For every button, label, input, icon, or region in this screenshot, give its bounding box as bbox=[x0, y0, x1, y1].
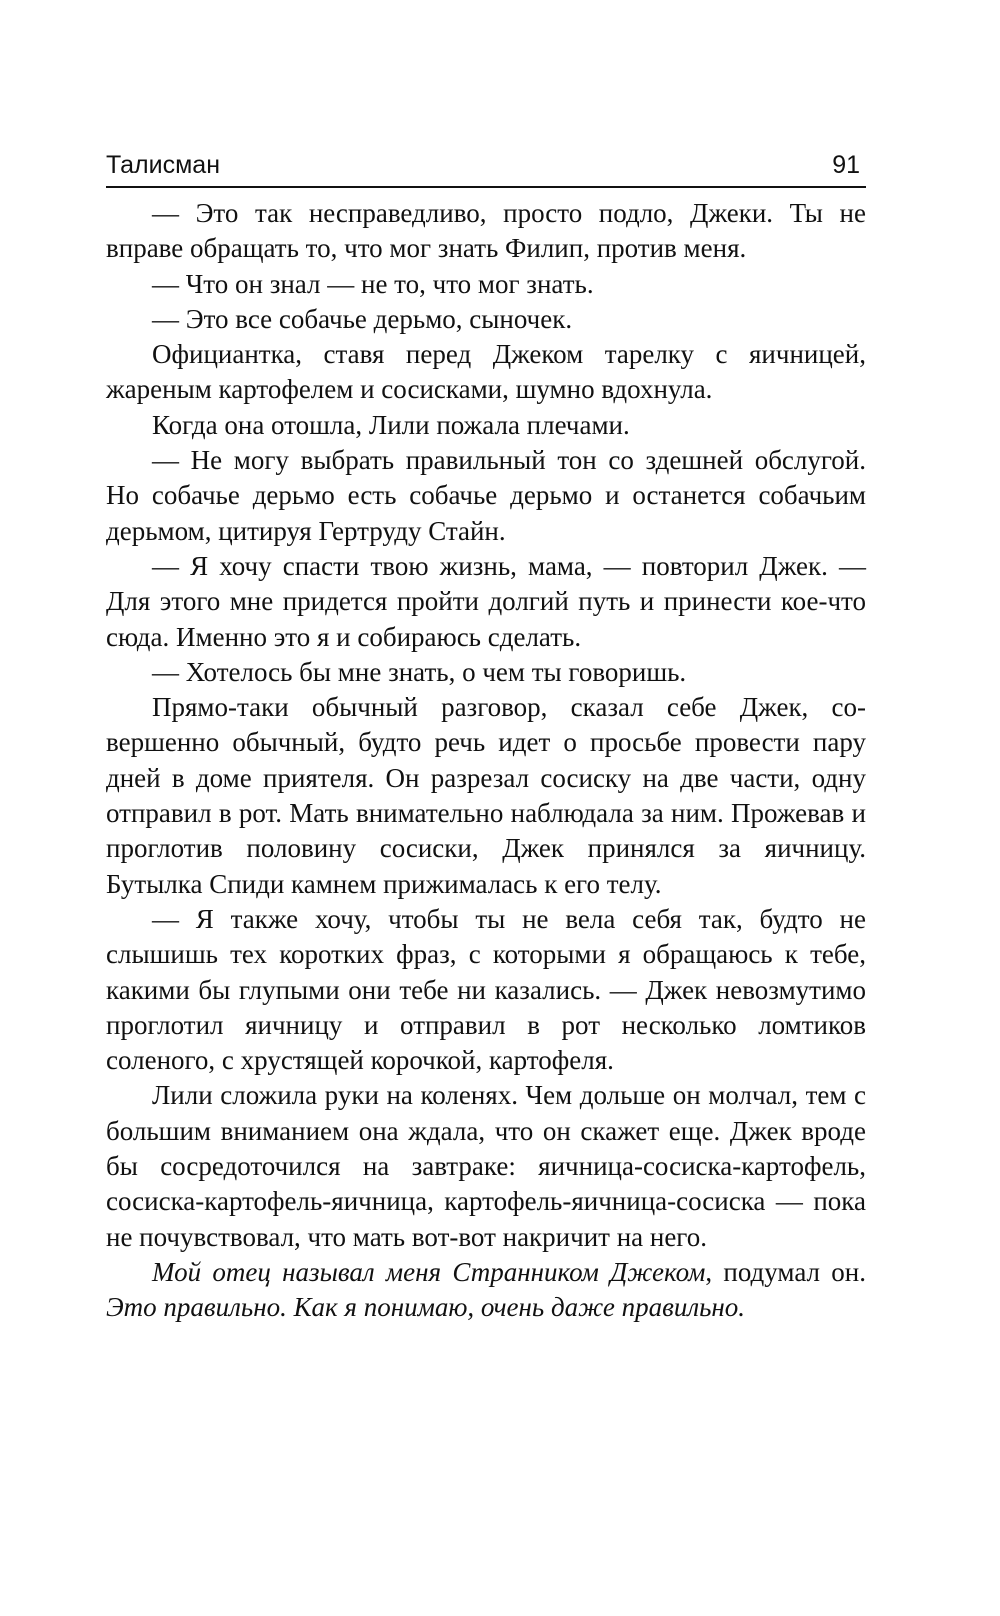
paragraph-final bbox=[106, 1255, 866, 1326]
book-title: Талисман bbox=[106, 151, 221, 179]
page-number: 91 bbox=[832, 151, 860, 179]
paragraph: Лили сложила руки на коленях. Чем дольше он молчал, тем с большим вниманием она ждала, что он скажет еще. Джек вроде бы сосредоточился на завтраке: яичница-сосиска-картофель, сосиска-картофель-яичница, картофель-яичница-сосиска — пока не почувствовал, что мать вот-вот накричит на него. bbox=[106, 1080, 866, 1252]
paragraph: Когда она отошла, Лили пожала плечами. bbox=[152, 409, 630, 440]
paragraph: — Я хочу спасти твою жизнь, мама, — повторил Джек. — Для этого мне придется пройти долгий путь и принести кое-что сюда. Именно это я и собираюсь сделать. bbox=[106, 550, 866, 652]
paragraph: — Хотелось бы мне знать, о чем ты говоришь. bbox=[152, 656, 687, 687]
paragraph: Официантка, ставя перед Джеком тарелку с яичницей, жареным картофелем и сосисками, шумно вдохнула. bbox=[106, 339, 866, 405]
narration: , подумал он. bbox=[705, 1256, 866, 1287]
italic-thought: Мой отец называл меня Странником Джеком bbox=[152, 1256, 706, 1287]
running-header bbox=[106, 148, 866, 188]
paragraph: Прямо-таки обычный разговор, сказал себе Джек, совершенно обычный, будто речь идет о просьбе провести пару дней в доме приятеля. Он разрезал сосиску на две части, одну отправил в рот. Мать внимательно наблюдала за ним. Прожевав и проглотив половину сосиски, Джек принялся за яичницу. Бутылка Спиди камнем прижималась к его телу. bbox=[106, 692, 866, 899]
italic-thought: Это правильно. Как я понимаю, очень даже правильно. bbox=[106, 1292, 746, 1323]
body-text bbox=[106, 196, 866, 1326]
paragraph: — Не могу выбрать правильный тон со здешней обслугой. Но собачье дерьмо есть собачье дерьмо и останется собачьим дерьмом, цитируя Гертруду Стайн. bbox=[106, 445, 866, 546]
paragraph: — Я также хочу, чтобы ты не вела себя так, будто не слышишь тех коротких фраз, с которыми я обращаюсь к тебе, какими бы глупыми они тебе ни казались. — Джек невозмутимо проглотил яичницу и отправил в рот несколько ломтиков соленого, с хрустящей корочкой, картофеля. bbox=[106, 903, 866, 1076]
paragraph: — Это все собачье дерьмо, сыночек. bbox=[152, 303, 573, 334]
paragraph: — Это так несправедливо, просто подло, Джеки. Ты не вправе обращать то, что мог знать Филип, против меня. bbox=[106, 198, 866, 264]
paragraph: — Что он знал — не то, что мог знать. bbox=[152, 268, 594, 299]
